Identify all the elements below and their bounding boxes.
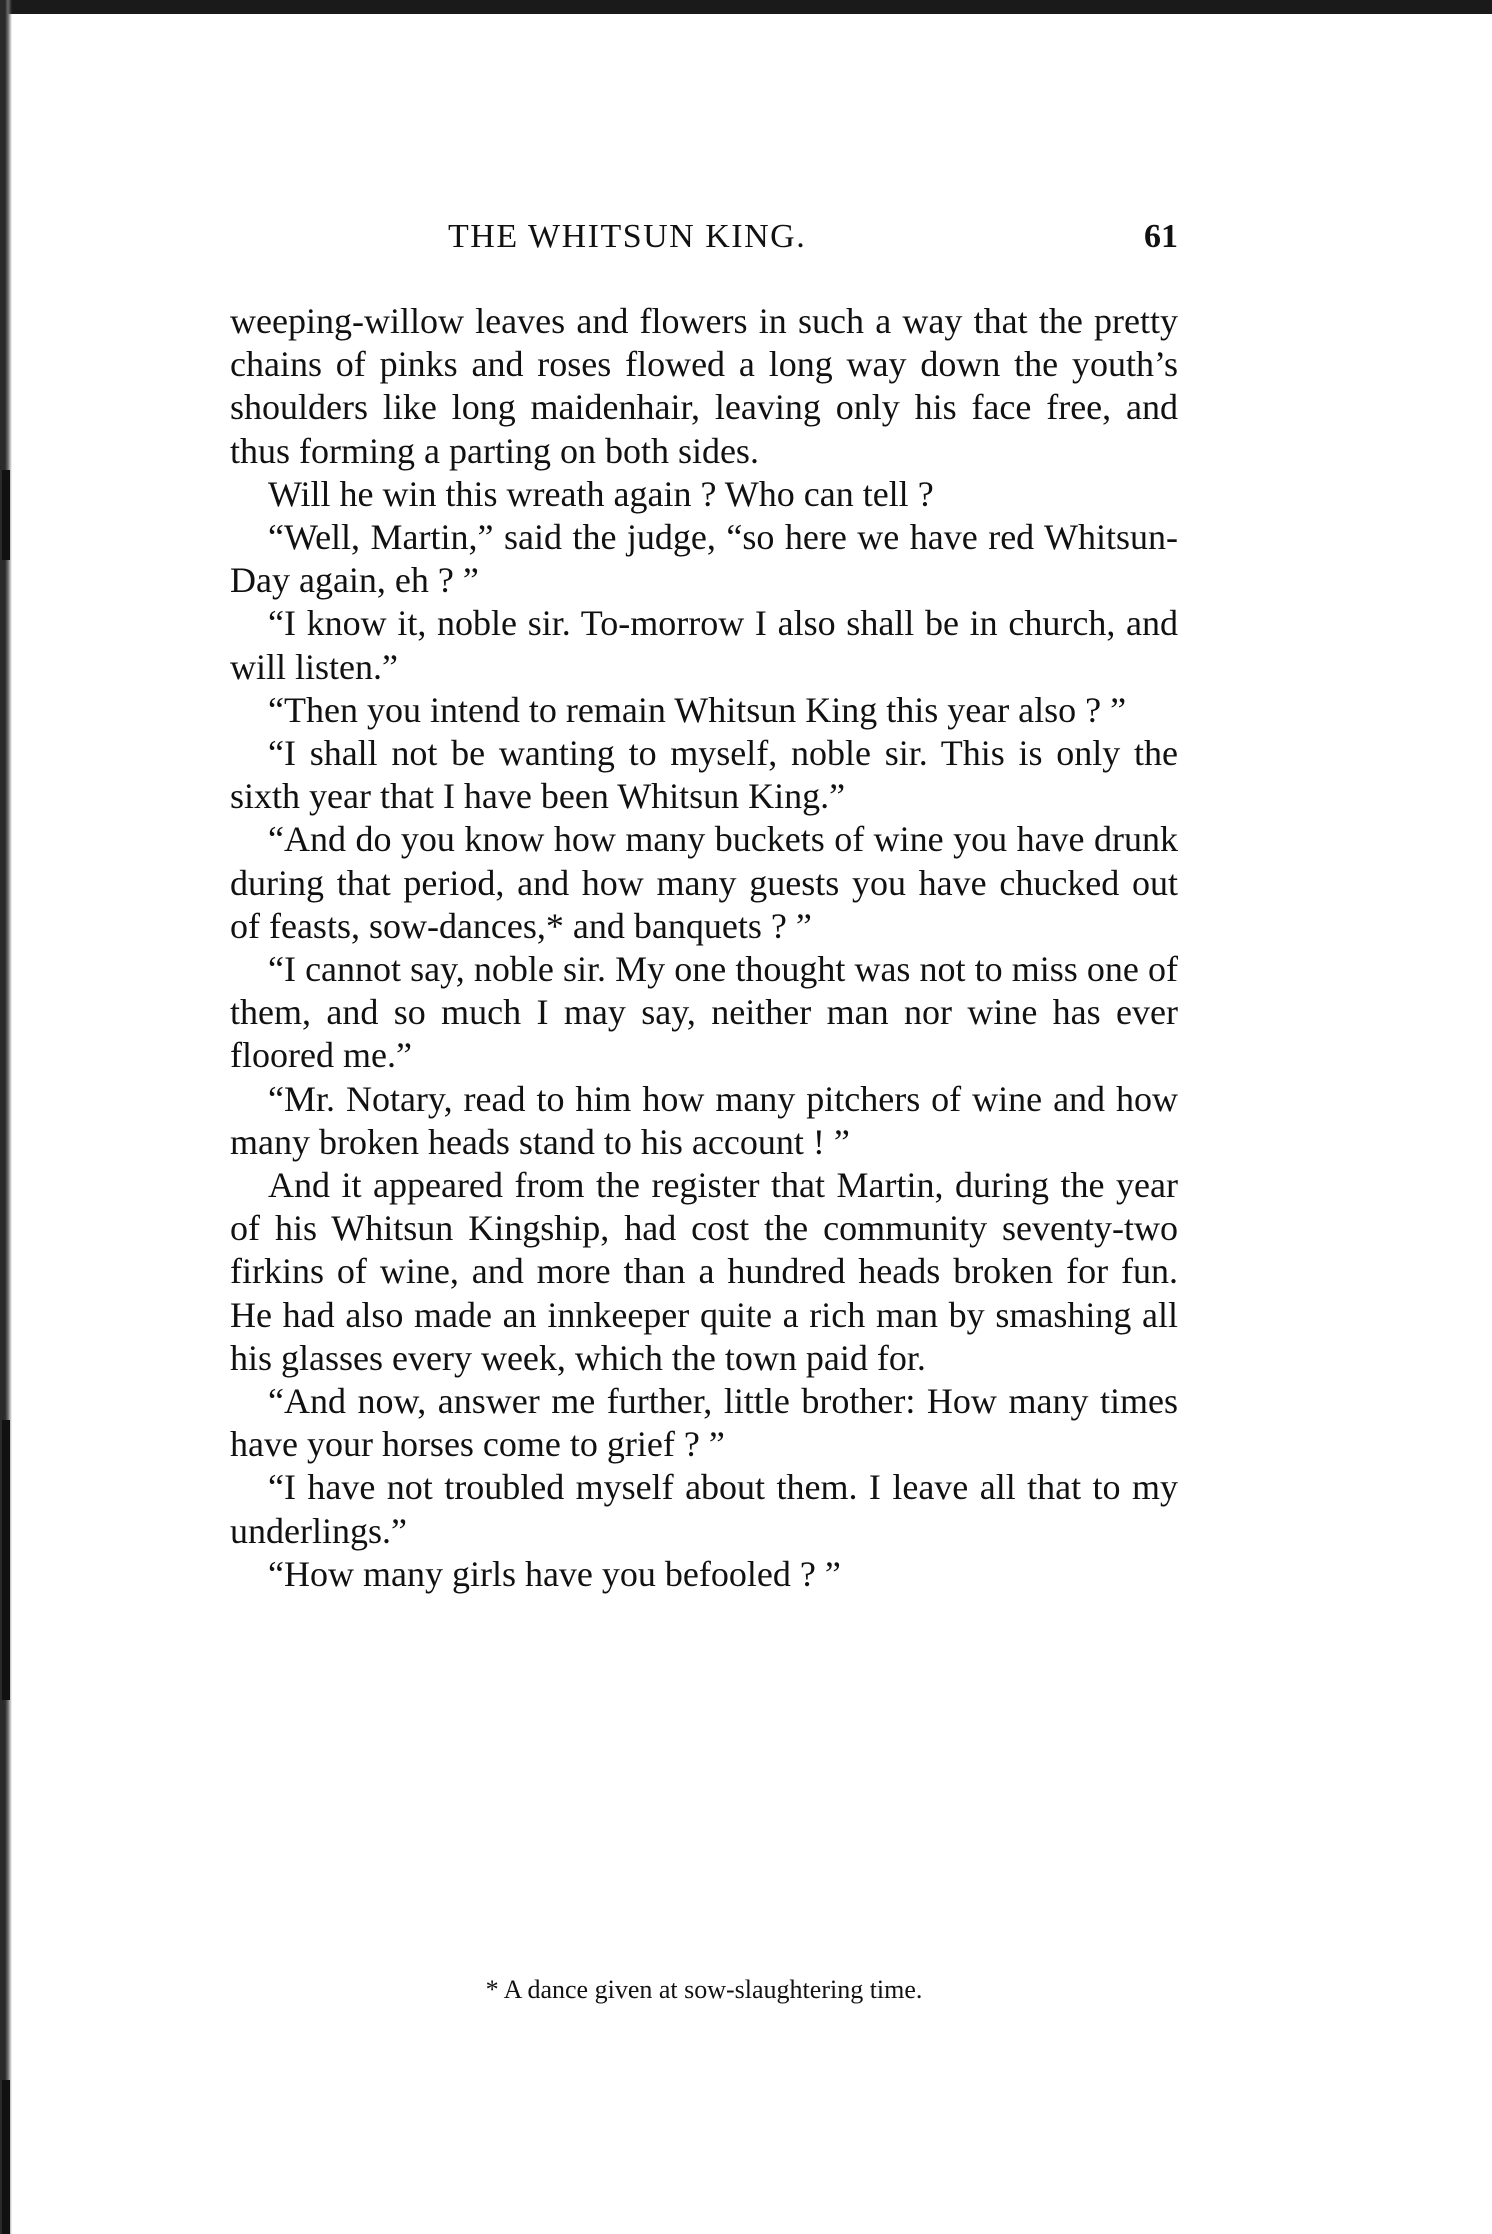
binding-mark <box>2 2080 10 2234</box>
paragraph: “How many girls have you befooled ? ” <box>268 1553 841 1594</box>
page-top-edge <box>0 0 1492 14</box>
paragraph: weeping-willow leaves and flowers in such a way that the pretty chains of pinks and roses flowed a long way down the youth’s shoulders like long maidenhair, leaving only his face free, and thus forming a parting on both sides. <box>230 301 1178 471</box>
binding-mark <box>2 1420 10 1700</box>
footnote: * A dance given at sow-slaughtering time. <box>485 1975 923 2004</box>
paragraph: “I cannot say, noble sir. My one thought was not to miss one of them, and so much I may say, neither man nor wine has ever floored me.” <box>230 949 1178 1076</box>
paragraph: “Mr. Notary, read to him how many pitchers of wine and how many broken heads stand to his account ! ” <box>230 1078 1178 1162</box>
paragraph: “I have not troubled myself about them. I leave all that to my underlings.” <box>230 1467 1178 1551</box>
paragraph: “Then you intend to remain Whitsun King this year also ? ” <box>268 689 1127 730</box>
page-header <box>230 218 1178 266</box>
page-left-edge <box>0 0 12 2234</box>
paragraph: “And now, answer me further, little brother: How many times have your horses come to grief ? ” <box>230 1381 1178 1465</box>
page-number: 61 <box>1144 218 1178 255</box>
paragraph: Will he win this wreath again ? Who can tell ? <box>268 473 934 514</box>
paragraph: “I know it, noble sir. To-morrow I also shall be in church, and will listen.” <box>230 603 1178 687</box>
paragraph: “And do you know how many buckets of wine you have drunk during that period, and how many guests you have chucked out of feasts, sow-dances,* and banquets ? ” <box>230 819 1178 946</box>
binding-mark <box>2 470 10 560</box>
paragraph: “I shall not be wanting to myself, noble sir. This is only the sixth year that I have been Whitsun King.” <box>230 733 1178 817</box>
paragraph: And it appeared from the register that Martin, during the year of his Whitsun Kingship, had cost the community seventy-two firkins of wine, and more than a hundred heads broken for fun. He had also made an innkeeper quite a rich man by smashing all his glasses every week, which the town paid for. <box>230 1165 1178 1378</box>
paragraph: “Well, Martin,” said the judge, “so here we have red Whitsun-Day again, eh ? ” <box>230 517 1178 601</box>
running-title: THE WHITSUN KING. <box>448 218 807 255</box>
body-text <box>230 300 1178 1596</box>
